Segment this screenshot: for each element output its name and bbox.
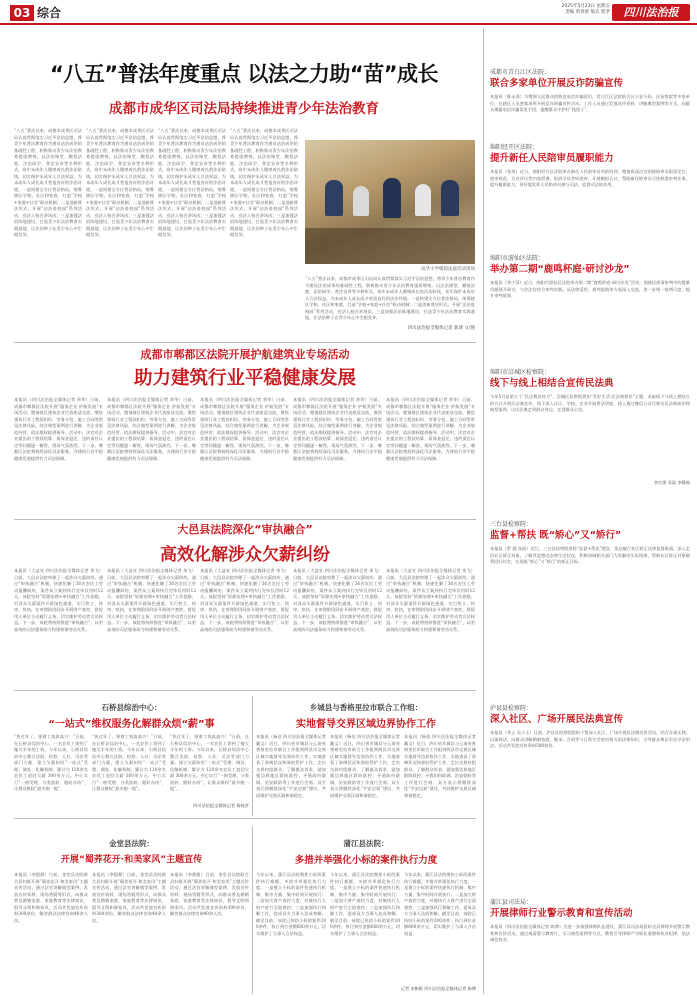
puji-col1: 今年以来，蒲江县法院聚焦小标的案件执行难题，多措并举强化执行力度。一是建立小标的案件快速执行机制，集中力量、集中时间开展执行；二是加大财产查控力度，对被执行人财产进行全面查控；三是加强执行和解工作，促成双方当事人达成和解。截至目前，该院已执结小标的案件200余件，执行到位金额600余万元，切实维护了当事人合法权益。 <box>256 872 326 936</box>
column-divider <box>483 28 484 994</box>
header-rule <box>0 23 697 25</box>
issue-info <box>520 4 610 16</box>
youxian-kicker: 绵阳市游仙区法院： <box>490 255 545 262</box>
page-number: 03 <box>10 5 34 21</box>
shiqiao-byline: 四川法治报全媒体记者 杨校彦 <box>193 803 249 808</box>
jintang-kicker: 金堂县法院： <box>109 839 154 848</box>
jingkai-kicker: 绵阳经开区法院： <box>490 144 539 151</box>
issue-weekday: 星期五 <box>596 4 610 9</box>
luxian-body: 本报讯（李云 吴小玉）日前，泸县县检察院组织干警深入社区、广场开展民法典宣传活动，结合办案实践，以案释法，向群众讲解婚姻家庭、继承、合同等与日常生活密切相关的法律知识，引导群众尊法学法守法用法。活动共发放宣传资料500余份。 <box>490 730 690 748</box>
jintang-title: 开展“蜀荞花开·和美家风”主题宣传 <box>60 855 203 865</box>
shiqiao-col3: “快过年了，领着工钱真高兴！”日前，在石桥县综治中心，一名农民工领到了拖欠半年的工资。今年以来，石桥县综治中心整合法院、检察、人社、司法等部门力量，建立欠薪纠纷“一站式”受理、调处、化解机制，累计为 120余名农民工追回欠薪 300余万元。中心实行“一窗受理、分类流转、限时办结”，让群众维权“最多跑一地”。 <box>170 734 249 791</box>
lead-byline: 四川法治报全媒体记者 陈博 文/图 <box>407 326 475 331</box>
jintang-col2: 本报讯（李甜甜）日前，金堂县法院联合县妇联开展“蜀荞花开·和美家风”主题宣传活动，通过法官讲解典型案例、发放宣传资料、现场答疑等形式，向群众普及婚姻家庭、家庭教育等法律知识，倡导文明和谐家风。活动共发放宣传资料300余份，解答群众法律咨询40余人次。 <box>92 872 166 923</box>
construction-col3: 本报讯（四川法治报全媒体记者 余华）日前，成都市郫都区法院开展“服务企业 护航发展”专场活动，邀请辖区建筑企业代表座谈交流，聚焦建筑行业工程款纠纷、劳务分包、施工合同等常见法律风险，结合典型案例进行讲解，为企业规范经营、依法维权提供指导。活动中，法官对企业提出的工程款结算、质保金返还、违约责任认定等问题逐一解答，现场气氛热烈。下一步，郫都区法院将持续深化司法服务，为建筑行业平稳健康发展提供有力司法保障。 <box>200 397 289 461</box>
lead-body-col5: “八五”普法以来，成都市成华区司法局认真贯彻落实习近平法治思想，将青少年普法教育作为建设法治成华的基础性工程，积极推动青少年法治教育提质增效。以法治课堂、模拟法庭、法治研学、普法宣讲等多种形式，筑牢未成年人健康成长的法治防线，切实保护未成年人合法权益，为未成年人成长成才营造良好的法治环境。一是构建全方位普法格局，统筹辖区学校、社区和家庭，打造“学校+家庭+社会”联动机制；二是创新普法形式，开展“法治进校园”系列活动，送法入校百余场次；三是加强法治阵地建设，打造青少年法治教育实践基地，让法治种子在青少年心中生根发芽。 <box>305 276 475 320</box>
youxian-title: 举办第二期“鹿鸣杯庭·研讨沙龙” <box>490 264 630 275</box>
divider <box>14 519 476 520</box>
wage-title: 高效化解涉众欠薪纠纷 <box>160 545 330 565</box>
lead-photo <box>305 140 475 264</box>
construction-col2: 本报讯（四川法治报全媒体记者 余华）日前，成都市郫都区法院开展“服务企业 护航发展”专场活动，邀请辖区建筑企业代表座谈交流，聚焦建筑行业工程款纠纷、劳务分包、施工合同等常见法律风险，结合典型案例进行讲解，为企业规范经营、依法维权提供指导。活动中，法官对企业提出的工程款结算、质保金返还、违约责任认定等问题逐一解答，现场气氛热烈。下一步，郫都区法院将持续深化司法服务，为建筑行业平稳健康发展提供有力司法保障。 <box>107 397 196 461</box>
puji-col3: 今年以来，蒲江县法院聚焦小标的案件执行难题，多措并举强化执行力度。一是建立小标的案件快速执行机制，集中力量、集中时间开展执行；二是加大财产查控力度，对被执行人财产进行全面查控；三是加强执行和解工作，促成双方当事人达成和解。截至目前，该院已执结小标的案件200余件，执行到位金额600余万元，切实维护了当事人合法权益。 <box>404 872 476 936</box>
mianyangjian-byline: 李宗建 袁雨 李静茹 <box>653 480 690 485</box>
wage-col3: 本报讯（大益宣 四川法治报全媒体记者 余飞）日前，大邑县法院审理了一起涉众欠薪纠纷，通过“审执融合”机制，快速化解了36名农民工劳动报酬纠纷，案件从立案到执行完毕仅用时12天。该院坚持“诉源治理+审执融合”工作思路，对涉众欠薪案件开辟绿色通道，实行快立、快审、快执，在审理阶段同步开展财产查控，督促用人单位主动履行义务，切实维护劳动者合法权益。下一步，该院将持续推进“审执融合”，以更高效的司法服务助力构建和谐劳动关系。 <box>200 568 289 632</box>
section-name: 综合 <box>37 6 62 20</box>
jintang-col1: 本报讯（李甜甜）日前，金堂县法院联合县妇联开展“蜀荞花开·和美家风”主题宣传活动，通过法官讲解典型案例、发放宣传资料、现场答疑等形式，向群众普及婚姻家庭、家庭教育等法律知识，倡导文明和谐家风。活动共发放宣传资料300余份，解答群众法律咨询40余人次。 <box>14 872 88 923</box>
puji-col2: 今年以来，蒲江县法院聚焦小标的案件执行难题，多措并举强化执行力度。一是建立小标的案件快速执行机制，集中力量、集中时间开展执行；二是加大财产查控力度，对被执行人财产进行全面查控；三是加强执行和解工作，促成双方当事人达成和解。截至目前，该院已执结小标的案件200余件，执行到位金额600余万元，切实维护了当事人合法权益。 <box>330 872 400 936</box>
wage-col5: 本报讯（大益宣 四川法治报全媒体记者 余飞）日前，大邑县法院审理了一起涉众欠薪纠纷，通过“审执融合”机制，快速化解了36名农民工劳动报酬纠纷，案件从立案到执行完毕仅用时12天。该院坚持“诉源治理+审执融合”工作思路，对涉众欠薪案件开辟绿色通道，实行快立、快审、快执，在审理阶段同步开展财产查控，督促用人单位主动履行义务，切实维护劳动者合法权益。下一步，该院将持续推进“审执融合”，以更高效的司法服务助力构建和谐劳动关系。 <box>386 568 475 632</box>
wage-col4: 本报讯（大益宣 四川法治报全媒体记者 余飞）日前，大邑县法院审理了一起涉众欠薪纠纷，通过“审执融合”机制，快速化解了36名农民工劳动报酬纠纷，案件从立案到执行完毕仅用时12天。该院坚持“诉源治理+审执融合”工作思路，对涉众欠薪案件开辟绿色通道，实行快立、快审、快执，在审理阶段同步开展财产查控，督促用人单位主动履行义务，切实维护劳动者合法权益。下一步，该院将持续推进“审执融合”，以更高效的司法服务助力构建和谐劳动关系。 <box>293 568 382 632</box>
divider <box>252 826 253 994</box>
luxian-title: 深入社区、广场开展民法典宣传 <box>490 714 624 725</box>
santai-title: 监督+帮扶 既“矫心”又“矫行” <box>490 530 622 541</box>
lead-body-col3: “八五”普法以来，成都市成华区司法局认真贯彻落实习近平法治思想，将青少年普法教育作为建设法治成华的基础性工程，积极推动青少年法治教育提质增效。以法治课堂、模拟法庭、法治研学、普法宣讲等多种形式，筑牢未成年人健康成长的法治防线，切实保护未成年人合法权益，为未成年人成长成才营造良好的法治环境。一是构建全方位普法格局，统筹辖区学校、社区和家庭，打造“学校+家庭+社会”联动机制；二是创新普法形式，开展“法治进校园”系列活动，送法入校百余场次；三是加强法治阵地建设，打造青少年法治教育实践基地，让法治种子在青少年心中生根发芽。 <box>158 128 226 237</box>
qingbaijiang-kicker: 成都市青白江区法院： <box>490 69 551 76</box>
xiangcheng-col1: 本报讯（杨佳 四川法治报全媒体记者 戴文）近日，四川省乡城县与云南省香格里拉市联合工作组到两县市交界区域实地督导边界协作工作，实地查看了界碑状况和界桩管护工作，走访交界村组群众，了解群众诉求，就加强边界地区联防联控、矛盾纠纷联调、治安联防等工作进行会商。双方表示将继续深化“平安边界”建设，共同维护交界区域和谐稳定。 <box>256 734 326 798</box>
divider <box>14 690 476 691</box>
mianyangjian-title: 线下与线上相结合宣传民法典 <box>490 378 614 389</box>
santai-body: 本报讯（罗 涵 朱丽）近日，三台县检察院坚持“监督+帮扶”理念，依法履行社区矫正法律监督职责，深入走访社区矫正对象，了解其思想动态和生活状况，积极协调相关部门为其解决实际困难，帮助社区矫正对象顺利回归社会，实现既“矫心”又“矫行”的矫正目标。 <box>490 546 690 564</box>
puge-title: 开展律师行业警示教育和宣传活动 <box>490 908 633 919</box>
issue-designer: 版式 程孝 <box>590 10 610 15</box>
construction-kicker: 成都市郫都区法院开展护航建筑业专场活动 <box>140 348 350 361</box>
puge-kicker: 蒲江县司法局： <box>490 899 533 906</box>
mianyangjian-body: 今年5月是第五个“民法典宣传月”，涪城区检察院紧扣“美好生活·民法典相伴”主题，采取线下与线上相结合的方式开展民法典宣传。线下深入社区、学校、企业开展普法讲座，线上通过微信公众号推送民法典知识和典型案例，让民法典走到群众身边、走进群众心里。 <box>490 394 690 412</box>
lead-body-col4: “八五”普法以来，成都市成华区司法局认真贯彻落实习近平法治思想，将青少年普法教育作为建设法治成华的基础性工程，积极推动青少年法治教育提质增效。以法治课堂、模拟法庭、法治研学、普法宣讲等多种形式，筑牢未成年人健康成长的法治防线，切实保护未成年人合法权益，为未成年人成长成才营造良好的法治环境。一是构建全方位普法格局，统筹辖区学校、社区和家庭，打造“学校+家庭+社会”联动机制；二是创新普法形式，开展“法治进校园”系列活动，送法入校百余场次；三是加强法治阵地建设，打造青少年法治教育实践基地，让法治种子在青少年心中生根发芽。 <box>230 128 298 237</box>
construction-title: 助力建筑行业平稳健康发展 <box>133 368 356 389</box>
luxian-kicker: 泸县县检察院： <box>490 705 533 712</box>
divider <box>14 818 476 819</box>
wage-kicker: 大邑县法院深化“审执融合” <box>177 523 313 536</box>
puji-title: 多措并举强化小标的案件执行力度 <box>294 855 438 866</box>
lead-photo-caption: 成华小学模拟法庭活动现场 <box>421 267 475 272</box>
shiqiao-kicker: 石桥县综治中心： <box>101 703 162 712</box>
lead-subtitle: 成都市成华区司法局持续推进青少年法治教育 <box>109 101 379 117</box>
wage-col1: 本报讯（大益宣 四川法治报全媒体记者 余飞）日前，大邑县法院审理了一起涉众欠薪纠纷，通过“审执融合”机制，快速化解了36名农民工劳动报酬纠纷，案件从立案到执行完毕仅用时12天。该院坚持“诉源治理+审执融合”工作思路，对涉众欠薪案件开辟绿色通道，实行快立、快审、快执，在审理阶段同步开展财产查控，督促用人单位主动履行义务，切实维护劳动者合法权益。下一步，该院将持续推进“审执融合”，以更高效的司法服务助力构建和谐劳动关系。 <box>14 568 103 632</box>
issue-date: 2025年5月23日 <box>561 4 596 9</box>
jingkai-title: 提升新任人民陪审员履职能力 <box>490 153 614 164</box>
puji-kicker: 蒲江县法院： <box>343 839 389 848</box>
xiangcheng-title: 实地督导交界区域边界协作工作 <box>296 719 436 730</box>
jintang-col3: 本报讯（李甜甜）日前，金堂县法院联合县妇联开展“蜀荞花开·和美家风”主题宣传活动，通过法官讲解典型案例、发放宣传资料、现场答疑等形式，向群众普及婚姻家庭、家庭教育等法律知识，倡导文明和谐家风。活动共发放宣传资料300余份，解答群众法律咨询40余人次。 <box>170 872 249 916</box>
shiqiao-title: “一站式”维权服务化解群众烦“薪”事 <box>48 719 215 730</box>
qingbaijiang-title: 联合多家单位开展反诈防骗宣传 <box>490 78 624 89</box>
lead-body-col2: “八五”普法以来，成都市成华区司法局认真贯彻落实习近平法治思想，将青少年普法教育作为建设法治成华的基础性工程，积极推动青少年法治教育提质增效。以法治课堂、模拟法庭、法治研学、普法宣讲等多种形式，筑牢未成年人健康成长的法治防线，切实保护未成年人合法权益，为未成年人成长成才营造良好的法治环境。一是构建全方位普法格局，统筹辖区学校、社区和家庭，打造“学校+家庭+社会”联动机制；二是创新普法形式，开展“法治进校园”系列活动，送法入校百余场次；三是加强法治阵地建设，打造青少年法治教育实践基地，让法治种子在青少年心中生根发芽。 <box>86 128 154 237</box>
paper-logo: 四川法治报 <box>612 4 690 21</box>
mianyangjian-kicker: 绵阳市涪城区检察院： <box>490 369 551 376</box>
qingbaijiang-body: 本报讯（陈永涛）为增强人民群众的防范电信诈骗意识，青白江区法院联合区公安分局、区检察院等多家单位，在辖区人员密集场所开展反诈防骗宣传活动。工作人员通过发放宣传资料、讲解典型案例等方式，向群众揭露电信诈骗常见手段，提醒群众守护好“钱袋子”。 <box>490 94 690 112</box>
lead-title: “八五”普法年度重点 以法之力助“苗”成长 <box>49 62 439 86</box>
construction-col4: 本报讯（四川法治报全媒体记者 余华）日前，成都市郫都区法院开展“服务企业 护航发展”专场活动，邀请辖区建筑企业代表座谈交流，聚焦建筑行业工程款纠纷、劳务分包、施工合同等常见法律风险，结合典型案例进行讲解，为企业规范经营、依法维权提供指导。活动中，法官对企业提出的工程款结算、质保金返还、违约责任认定等问题逐一解答，现场气氛热烈。下一步，郫都区法院将持续深化司法服务，为建筑行业平稳健康发展提供有力司法保障。 <box>293 397 382 461</box>
shiqiao-col1: “快过年了，领着工钱真高兴！”日前，在石桥县综治中心，一名农民工领到了拖欠半年的工资。今年以来，石桥县综治中心整合法院、检察、人社、司法等部门力量，建立欠薪纠纷“一站式”受理、调处、化解机制，累计为 120余名农民工追回欠薪 300余万元。中心实行“一窗受理、分类流转、限时办结”，让群众维权“最多跑一地”。 <box>14 734 88 791</box>
divider <box>14 342 476 343</box>
shiqiao-col2: “快过年了，领着工钱真高兴！”日前，在石桥县综治中心，一名农民工领到了拖欠半年的工资。今年以来，石桥县综治中心整合法院、检察、人社、司法等部门力量，建立欠薪纠纷“一站式”受理、调处、化解机制，累计为 120余名农民工追回欠薪 300余万元。中心实行“一窗受理、分类流转、限时办结”，让群众维权“最多跑一地”。 <box>92 734 166 791</box>
youxian-body: 本报讯（李小蓉）近日，绵阳市游仙区法院举办第二期“鹿鸣杯庭·研讨沙龙”活动，围绕民商事审判中的疑难问题展开研讨。与会法官结合审判实践，从法律适用、裁判思路等方面深入交流，进一步统一裁判尺度，提升审判质效。 <box>490 280 690 298</box>
xiangcheng-kicker: 乡城县与香格里拉市联合工作组： <box>309 703 423 712</box>
xiangcheng-col3: 本报讯（杨佳 四川法治报全媒体记者 戴文）近日，四川省乡城县与云南省香格里拉市联合工作组到两县市交界区域实地督导边界协作工作，实地查看了界碑状况和界桩管护工作，走访交界村组群众，了解群众诉求，就加强边界地区联防联控、矛盾纠纷联调、治安联防等工作进行会商。双方表示将继续深化“平安边界”建设，共同维护交界区域和谐稳定。 <box>404 734 476 798</box>
jingkai-body: 本报讯（张琼）近日，绵阳经开区法院举办新任人民陪审员岗前培训，邀请资深法官围绕陪审员职责定位、庭审规范、合议评议等内容授课，组织学员旁听庭审、开展模拟合议，帮助新任陪审员尽快熟悉审判业务，提升履职能力，更好地发挥人民陪审员参与司法、监督司法的作用。 <box>490 169 690 187</box>
lead-body-col1: “八五”普法以来，成都市成华区司法局认真贯彻落实习近平法治思想，将青少年普法教育作为建设法治成华的基础性工程，积极推动青少年法治教育提质增效。以法治课堂、模拟法庭、法治研学、普法宣讲等多种形式，筑牢未成年人健康成长的法治防线，切实保护未成年人合法权益，为未成年人成长成才营造良好的法治环境。一是构建全方位普法格局，统筹辖区学校、社区和家庭，打造“学校+家庭+社会”联动机制；二是创新普法形式，开展“法治进校园”系列活动，送法入校百余场次；三是加强法治阵地建设，打造青少年法治教育实践基地，让法治种子在青少年心中生根发芽。 <box>14 128 82 237</box>
puge-body: 本报讯（四川法治报全媒体记者 陈博）为进一步加强律师队伍建设，蒲江县司法局组织全县律师开展警示教育和宣传活动，通过观看警示教育片、学习典型案例等方式，教育引导律师严守职业道德和执业纪律，依法诚信执业。 <box>490 924 690 942</box>
construction-col5: 本报讯（四川法治报全媒体记者 余华）日前，成都市郫都区法院开展“服务企业 护航发展”专场活动，邀请辖区建筑企业代表座谈交流，聚焦建筑行业工程款纠纷、劳务分包、施工合同等常见法律风险，结合典型案例进行讲解，为企业规范经营、依法维权提供指导。活动中，法官对企业提出的工程款结算、质保金返还、违约责任认定等问题逐一解答，现场气氛热烈。下一步，郫都区法院将持续深化司法服务，为建筑行业平稳健康发展提供有力司法保障。 <box>386 397 475 461</box>
puji-byline: 记者 宋彬彬 四川法治报全媒体记者 陈博 <box>400 986 476 991</box>
divider <box>252 696 253 816</box>
construction-col1: 本报讯（四川法治报全媒体记者 余华）日前，成都市郫都区法院开展“服务企业 护航发展”专场活动，邀请辖区建筑企业代表座谈交流，聚焦建筑行业工程款纠纷、劳务分包、施工合同等常见法律风险，结合典型案例进行讲解，为企业规范经营、依法维权提供指导。活动中，法官对企业提出的工程款结算、质保金返还、违约责任认定等问题逐一解答，现场气氛热烈。下一步，郫都区法院将持续深化司法服务，为建筑行业平稳健康发展提供有力司法保障。 <box>14 397 103 461</box>
wage-col2: 本报讯（大益宣 四川法治报全媒体记者 余飞）日前，大邑县法院审理了一起涉众欠薪纠纷，通过“审执融合”机制，快速化解了36名农民工劳动报酬纠纷，案件从立案到执行完毕仅用时12天。该院坚持“诉源治理+审执融合”工作思路，对涉众欠薪案件开辟绿色通道，实行快立、快审、快执，在审理阶段同步开展财产查控，督促用人单位主动履行义务，切实维护劳动者合法权益。下一步，该院将持续推进“审执融合”，以更高效的司法服务助力构建和谐劳动关系。 <box>107 568 196 632</box>
xiangcheng-col2: 本报讯（杨佳 四川法治报全媒体记者 戴文）近日，四川省乡城县与云南省香格里拉市联合工作组到两县市交界区域实地督导边界协作工作，实地查看了界碑状况和界桩管护工作，走访交界村组群众，了解群众诉求，就加强边界地区联防联控、矛盾纠纷联调、治安联防等工作进行会商。双方表示将继续深化“平安边界”建设，共同维护交界区域和谐稳定。 <box>330 734 400 798</box>
santai-kicker: 三台县检察院： <box>490 521 533 528</box>
issue-editor: 责编 黄春蕾 <box>565 10 590 15</box>
